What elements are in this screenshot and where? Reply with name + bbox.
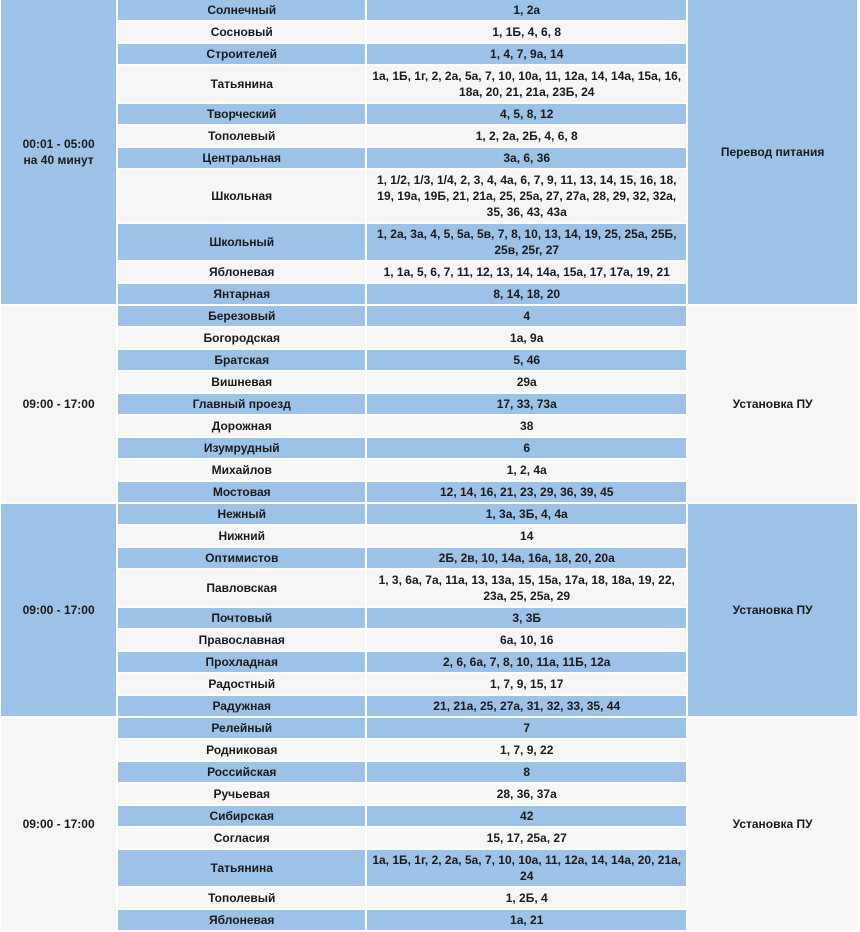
street-name: Радужная (118, 696, 365, 716)
time-window-line: на 40 минут (23, 153, 94, 167)
street-name: Согласия (118, 828, 365, 848)
street-name: Изумрудный (118, 438, 365, 458)
street-name: Татьянина (118, 850, 365, 886)
house-numbers: 1, 2, 2а, 2Б, 4, 6, 8 (367, 126, 686, 146)
street-name: Радостный (118, 674, 365, 694)
street-name: Ручьевая (118, 784, 365, 804)
street-name: Сосновый (118, 22, 365, 42)
street-name: Яблоневая (118, 262, 365, 282)
time-window-line: 00:01 - 05:00 (22, 137, 95, 151)
house-numbers: 1а, 21 (367, 910, 686, 930)
street-name: Братская (118, 350, 365, 370)
house-numbers: 4 (367, 306, 686, 326)
time-window-line: 09:00 - 17:00 (22, 397, 95, 411)
time-window (1, 718, 116, 930)
street-name: Релейный (118, 718, 365, 738)
time-window (1, 306, 116, 502)
house-numbers: 1, 1/2, 1/3, 1/4, 2, 3, 4, 4а, 6, 7, 9, 11, 13, 14, 15, 16, 18, 19, 19а, 19Б, 21, 21а, 25, 25а, 27, 27а, 28, 29, 32, 32а, 35, 36, 43, 43а (367, 170, 686, 222)
house-numbers: 21, 21а, 25, 27а, 31, 32, 33, 35, 44 (367, 696, 686, 716)
street-name: Березовый (118, 306, 365, 326)
house-numbers: 28, 36, 37а (367, 784, 686, 804)
street-name: Православная (118, 630, 365, 650)
schedule-body (1, 0, 857, 930)
street-name: Родниковая (118, 740, 365, 760)
table-row (1, 504, 857, 524)
street-name: Нежный (118, 504, 365, 524)
house-numbers: 1, 2а, 3а, 4, 5, 5а, 5в, 7, 8, 10, 13, 14, 19, 25, 25а, 25Б, 25в, 25г, 27 (367, 224, 686, 260)
house-numbers: 1, 7, 9, 15, 17 (367, 674, 686, 694)
street-name: Оптимистов (118, 548, 365, 568)
house-numbers: 1а, 9а (367, 328, 686, 348)
time-window-line: 09:00 - 17:00 (22, 603, 95, 617)
street-name: Школьный (118, 224, 365, 260)
house-numbers: 2, 6, 6а, 7, 8, 10, 11а, 11Б, 12а (367, 652, 686, 672)
street-name: Яблоневая (118, 910, 365, 930)
street-name: Строителей (118, 44, 365, 64)
house-numbers: 1, 2Б, 4 (367, 888, 686, 908)
house-numbers: 3, 3Б (367, 608, 686, 628)
street-name: Почтовый (118, 608, 365, 628)
street-name: Тополевый (118, 888, 365, 908)
house-numbers: 1, 3а, 3Б, 4, 4а (367, 504, 686, 524)
house-numbers: 2Б, 2в, 10, 14а, 16а, 18, 20, 20а (367, 548, 686, 568)
work-type: Установка ПУ (688, 504, 857, 716)
table-row (1, 306, 857, 326)
house-numbers: 7 (367, 718, 686, 738)
table-row (1, 718, 857, 738)
street-name: Татьянина (118, 66, 365, 102)
street-name: Богородская (118, 328, 365, 348)
street-name: Прохладная (118, 652, 365, 672)
house-numbers: 1, 2а (367, 0, 686, 20)
time-window (1, 504, 116, 716)
house-numbers: 15, 17, 25а, 27 (367, 828, 686, 848)
house-numbers: 6а, 10, 16 (367, 630, 686, 650)
house-numbers: 6 (367, 438, 686, 458)
house-numbers: 8 (367, 762, 686, 782)
work-type: Перевод питания (688, 0, 857, 304)
house-numbers: 1, 7, 9, 22 (367, 740, 686, 760)
house-numbers: 1, 3, 6а, 7а, 11а, 13, 13а, 15, 15а, 17а, 18, 18а, 19, 22, 23а, 25, 25а, 29 (367, 570, 686, 606)
house-numbers: 17, 33, 73а (367, 394, 686, 414)
street-name: Творческий (118, 104, 365, 124)
street-name: Дорожная (118, 416, 365, 436)
time-window-line: 09:00 - 17:00 (22, 817, 95, 831)
house-numbers: 5, 46 (367, 350, 686, 370)
street-name: Мостовая (118, 482, 365, 502)
house-numbers: 8, 14, 18, 20 (367, 284, 686, 304)
street-name: Главный проезд (118, 394, 365, 414)
street-name: Вишневая (118, 372, 365, 392)
street-name: Павловская (118, 570, 365, 606)
house-numbers: 12, 14, 16, 21, 23, 29, 36, 39, 45 (367, 482, 686, 502)
house-numbers: 1, 1а, 5, 6, 7, 11, 12, 13, 14, 14а, 15а, 17, 17а, 19, 21 (367, 262, 686, 282)
house-numbers: 1, 2, 4а (367, 460, 686, 480)
house-numbers: 4, 5, 8, 12 (367, 104, 686, 124)
time-window (1, 0, 116, 304)
work-type: Установка ПУ (688, 718, 857, 930)
house-numbers: 1а, 1Б, 1г, 2, 2а, 5а, 7, 10, 10а, 11, 12а, 14, 14а, 20, 21а, 24 (367, 850, 686, 886)
table-row (1, 0, 857, 20)
house-numbers: 1, 1Б, 4, 6, 8 (367, 22, 686, 42)
street-name: Сибирская (118, 806, 365, 826)
street-name: Нижний (118, 526, 365, 546)
house-numbers: 3а, 6, 36 (367, 148, 686, 168)
house-numbers: 1а, 1Б, 1г, 2, 2а, 5а, 7, 10, 10а, 11, 12а, 14, 14а, 15а, 16, 18а, 20, 21, 21а, 23Б, 24 (367, 66, 686, 102)
street-name: Центральная (118, 148, 365, 168)
street-name: Солнечный (118, 0, 365, 20)
street-name: Михайлов (118, 460, 365, 480)
work-type: Установка ПУ (688, 306, 857, 502)
house-numbers: 1, 4, 7, 9а, 14 (367, 44, 686, 64)
house-numbers: 29а (367, 372, 686, 392)
house-numbers: 14 (367, 526, 686, 546)
street-name: Янтарная (118, 284, 365, 304)
house-numbers: 42 (367, 806, 686, 826)
street-name: Российская (118, 762, 365, 782)
street-name: Тополевый (118, 126, 365, 146)
house-numbers: 38 (367, 416, 686, 436)
street-name: Школьная (118, 170, 365, 222)
